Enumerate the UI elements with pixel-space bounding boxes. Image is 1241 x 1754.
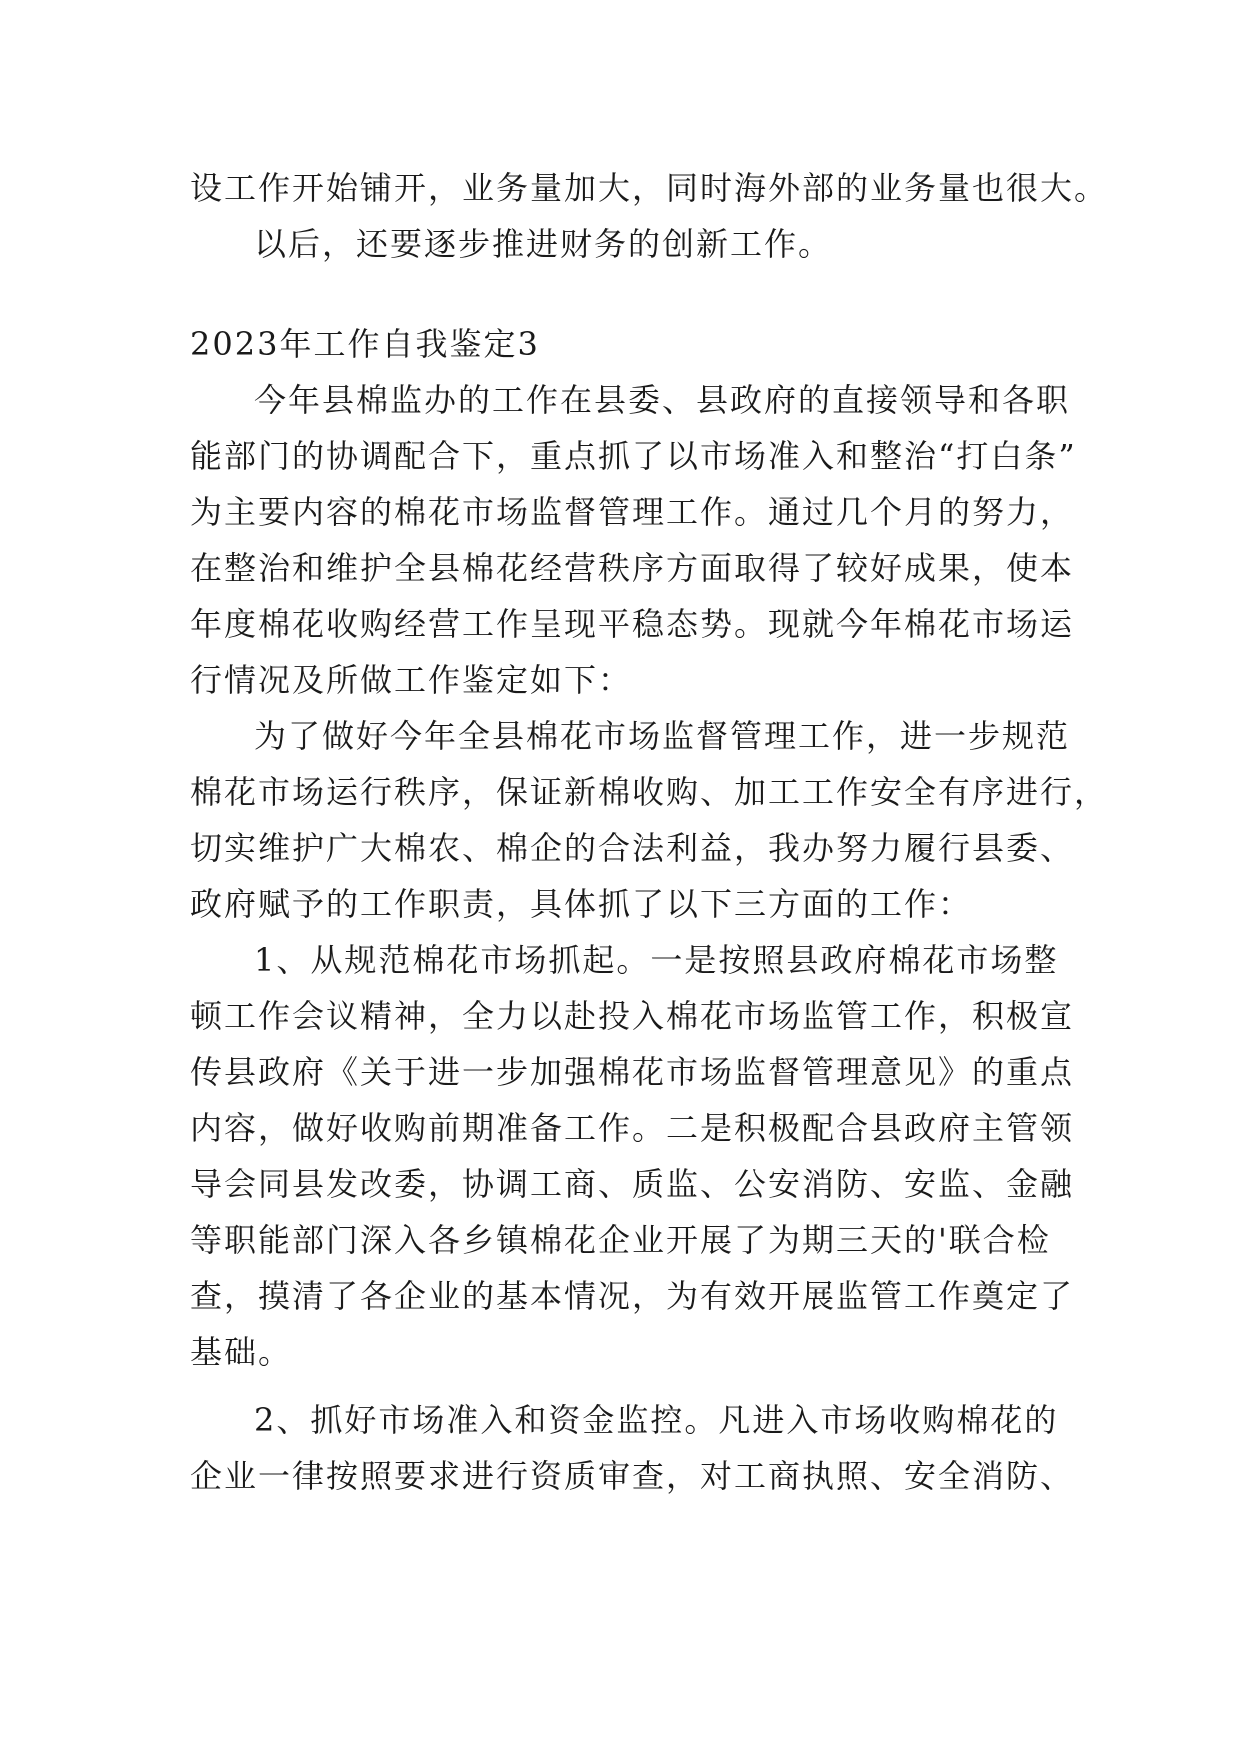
text-line: 为主要内容的棉花市场监督管理工作。通过几个月的努力， [190,493,1075,531]
text-line: 导会同县发改委，协调工商、质监、公安消防、安监、金融 [190,1165,1075,1203]
text-line: 年度棉花收购经营工作呈现平稳态势。现就今年棉花市场运 [190,605,1075,643]
section-spacer [190,272,1060,316]
paragraph-1 [190,372,1077,708]
text-line: 查，摸清了各企业的基本情况，为有效开展监管工作奠定了 [190,1277,1075,1315]
text-line: 政府赋予的工作职责，具体抓了以下三方面的工作： [190,885,973,923]
paragraph-2 [190,708,1109,932]
paragraph-4 [190,1392,1075,1504]
text-line: 切实维护广大棉农、棉企的合法利益，我办努力履行县委、 [190,829,1075,867]
text-line: 今年县棉监办的工作在县委、县政府的直接领导和各职 [254,381,1071,419]
text-line: 传县政府《关于进一步加强棉花市场监督管理意见》的重点 [190,1053,1075,1091]
text-line: 基础。 [190,1333,293,1371]
text-line: 在整治和维护全县棉花经营秩序方面取得了较好成果，使本 [190,549,1075,587]
text-line: 棉花市场运行秩序，保证新棉收购、加工工作安全有序进行， [190,773,1109,811]
paragraph-3 [190,932,1075,1380]
document-body [190,160,1109,1504]
text-line: 以后，还要逐步推进财务的创新工作。 [254,225,833,263]
paragraph-spacer [190,1380,1060,1392]
text-line: 内容，做好收购前期准备工作。二是积极配合县政府主管领 [190,1109,1075,1147]
text-line: 等职能部门深入各乡镇棉花企业开展了为期三天的'联合检 [190,1221,1051,1259]
text-line: 顿工作会议精神，全力以赴投入棉花市场监管工作，积极宣 [190,997,1075,1035]
text-line: 设工作开始铺开，业务量加大，同时海外部的业务量也很大。 [190,169,1109,207]
text-line: 行情况及所做工作鉴定如下： [190,661,633,699]
text-line: 2、抓好市场准入和资金监控。凡进入市场收购棉花的 [254,1401,1059,1439]
text-line: 为了做好今年全县棉花市场监督管理工作，进一步规范 [254,717,1071,755]
text-line: 企业一律按照要求进行资质审查，对工商执照、安全消防、 [190,1457,1075,1495]
text-line: 1、从规范棉花市场抓起。一是按照县政府棉花市场整 [254,941,1059,979]
section-heading: 2023年工作自我鉴定3 [190,325,540,363]
text-line: 能部门的协调配合下，重点抓了以市场准入和整治“打白条” [190,437,1077,475]
